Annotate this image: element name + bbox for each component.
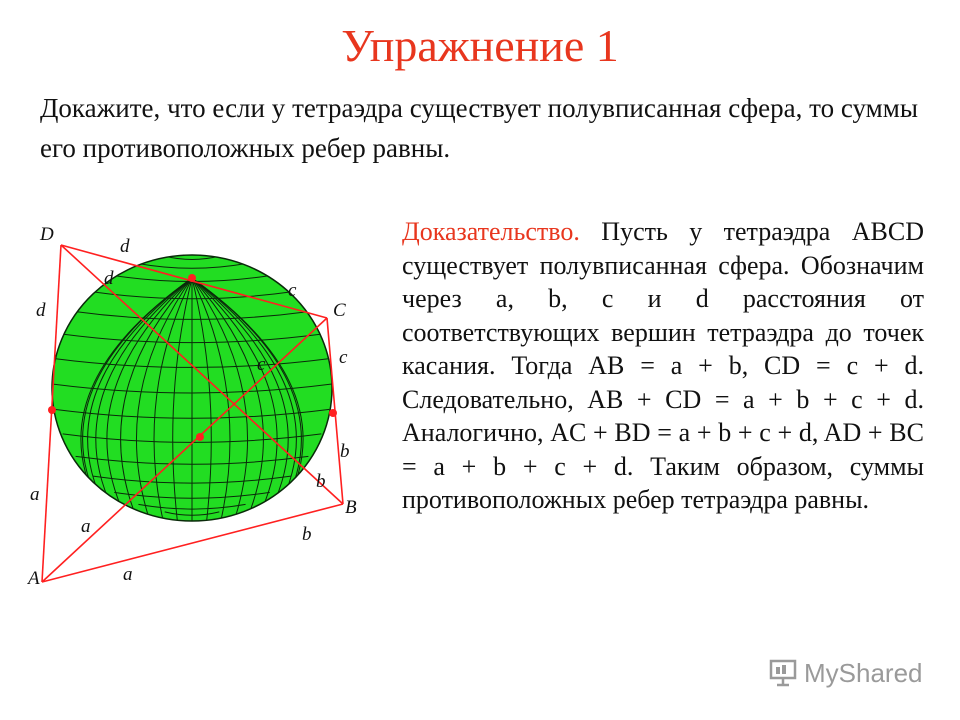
watermark-text: MyShared — [804, 657, 923, 688]
presentation-board-icon — [768, 658, 798, 688]
slide-title: Упражнение 1 — [341, 20, 619, 71]
proof-body: Пусть у тетраэдра ABCD существует полувписанная сфера. Обозначим через a, b, c и d расстояния от соответствующих вершин тетраэдра до точек касания. Тогда AB = a + b, CD = c + d. Следовательно, AB + CD = a + b + c + d. Аналогично, AC + BD = a + b + c + d, AD + BC = a + b + c + d. Таким образом, суммы противоположных ребер тетраэдра равны. — [402, 217, 924, 514]
tangent-point-left — [48, 406, 56, 414]
tangent-point-right — [329, 409, 337, 417]
label-a-bottom: a — [123, 564, 133, 585]
label-b-bottom: b — [302, 524, 312, 545]
vertex-b-label: B — [345, 497, 357, 518]
label-c-top: c — [288, 280, 297, 301]
vertex-d-label: D — [40, 224, 54, 245]
tangent-point-top — [188, 274, 196, 282]
label-c-inner: c — [257, 354, 266, 375]
vertex-c-label: C — [333, 300, 346, 321]
vertex-a-label: A — [28, 568, 40, 589]
exercise-statement: Докажите, что если у тетраэдра существует полувписанная сфера, то суммы его противоположных ребер равны. — [40, 93, 918, 163]
label-d-top: d — [120, 236, 130, 257]
tetrahedron-sphere-figure — [20, 210, 370, 600]
tangent-point-center — [196, 433, 204, 441]
label-b-inner: b — [316, 471, 326, 492]
proof-lead: Доказательство. — [402, 217, 580, 246]
proof-text — [402, 215, 924, 517]
label-c-right: c — [339, 347, 348, 368]
label-d-left: d — [36, 300, 46, 321]
label-a-left: a — [30, 484, 40, 505]
watermark — [768, 655, 923, 691]
label-a-inner: a — [81, 516, 91, 537]
label-d-inner: d — [104, 268, 114, 289]
label-b-right: b — [340, 441, 350, 462]
